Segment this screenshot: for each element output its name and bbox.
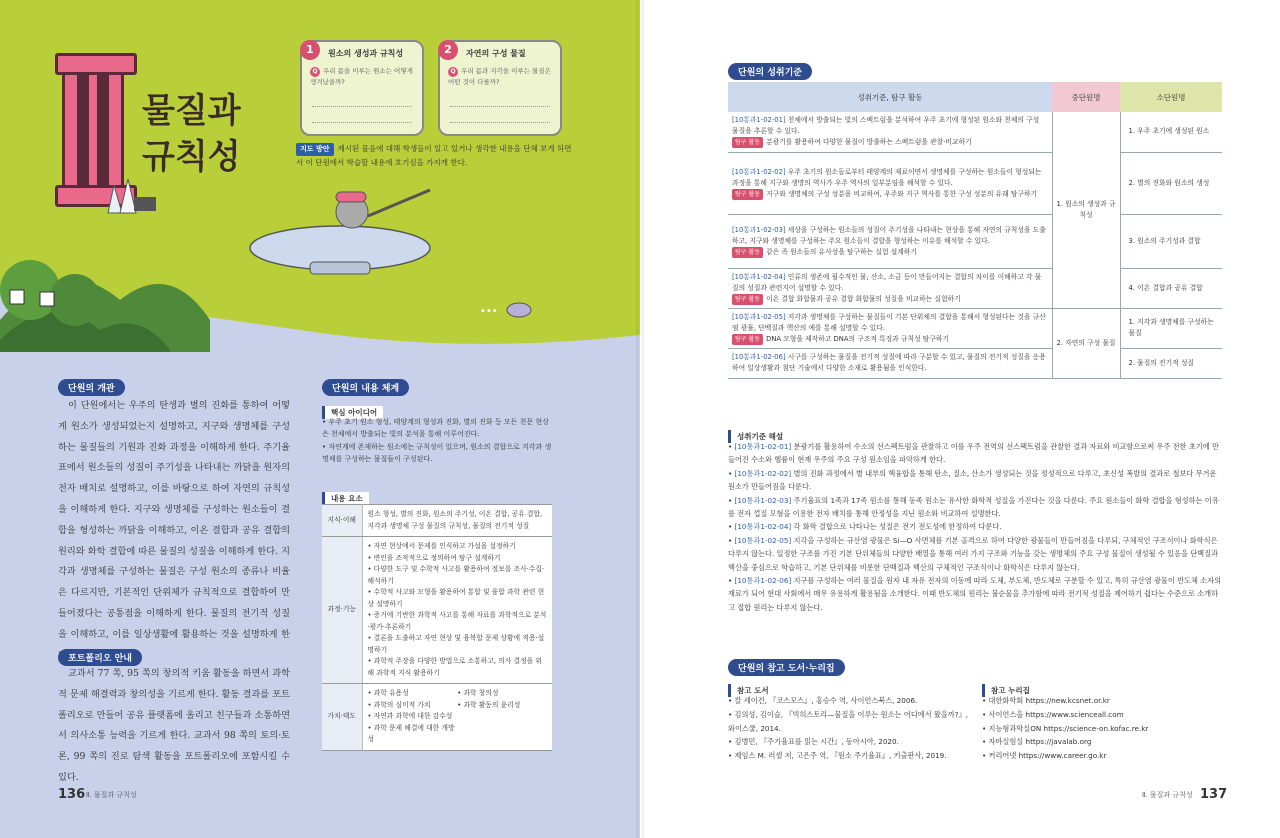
trees-illustration <box>0 230 110 330</box>
standard-code: [10통과1-02-01] <box>732 116 786 125</box>
table-row <box>728 214 1222 268</box>
small-unit-cell: 1. 우주 초기에 생성된 원소 <box>1120 112 1222 152</box>
explain-text: 각 화학 결합으로 나타나는 성질은 전기 전도성에 한정하여 다룬다. <box>793 522 1002 532</box>
table-row <box>728 348 1222 378</box>
table-row <box>728 268 1222 308</box>
value-cell <box>362 684 552 751</box>
value-item: • 과학 활동의 윤리성 <box>457 700 547 712</box>
dots-decoration: ••• <box>480 306 498 317</box>
standard-code: [10통과1-02-02] <box>734 468 792 478</box>
overview-heading: 단원의 개관 <box>58 376 125 396</box>
activity-tag: 탐구 활동 <box>732 334 763 345</box>
activity-text: 같은 족 원소들의 유사성을 탐구하는 실험 설계하기 <box>766 247 917 256</box>
question-text: Q 우리 몸과 지각을 이루는 물질은 어떤 것이 다를까? <box>448 67 551 86</box>
question-text: Q 우리 몸을 이루는 원소는 어떻게 생겨났을까? <box>310 67 413 86</box>
explain-item <box>728 574 1222 614</box>
guide-note: 지도 방안 제시된 물음에 대해 학생들이 일고 있거나 생각한 내용을 단체 보게 하면서 이 단원에서 학습할 내용에 호기심을 가지게 한다. <box>296 144 572 167</box>
portfolio-heading: 포트폴리오 안내 <box>58 646 142 666</box>
table-row <box>322 684 552 751</box>
site-item: • 사이언스올 https://www.scienceall.com <box>982 708 1222 722</box>
standard-cell <box>728 308 1052 348</box>
column-header: 중단원명 <box>1052 82 1120 112</box>
standard-text: 지각과 생명체를 구성하는 물질들이 기본 단위체의 결합을 통해서 형성된다는 것을 규산염 광물, 단백질과 핵산의 예를 통해 설명할 수 있다. <box>732 312 1046 332</box>
process-item: • 증거에 기반한 과학적 사고를 통해 자료를 과학적으로 분석·평가·추론하기 <box>368 610 548 633</box>
value-item: • 과학 유용성 <box>368 688 458 700</box>
standard-cell <box>728 152 1052 214</box>
q-icon: Q <box>310 67 320 77</box>
page-running-title: Ⅱ. 물질과 규칙성 <box>86 791 137 799</box>
books-heading: 참고 도서 <box>728 678 775 697</box>
process-item: • 과학적 주장을 다양한 방법으로 소통하고, 의사 결정을 위해 과학적 지식 활용하기 <box>368 656 548 679</box>
achievement-table <box>728 82 1222 379</box>
value-item: • 과학의 심미적 가치 <box>368 700 458 712</box>
page-number: 137 <box>1200 787 1228 802</box>
explain-item <box>728 440 1222 467</box>
value-item: • 자연과 과학에 대한 감수성 <box>368 711 458 723</box>
book-item: • 칼 세이건, 『코스모스』, 홍승수 역, 사이언스북스, 2006. <box>728 694 974 708</box>
process-item: • 자연 현상에서 문제를 인식하고 가설을 설정하기 <box>368 541 548 553</box>
standard-code: [10통과1-02-03] <box>734 495 792 505</box>
question-title: 원소의 생성과 규칙성 <box>328 49 404 58</box>
explain-text: 별의 진화 과정에서 별 내부의 핵융합을 통해 탄소, 질소, 산소가 생성되는 것을 정성적으로 다루고, 초신성 폭발의 결과로 철보다 무거운 원소가 만들어짐을 다룬다. <box>728 468 1217 492</box>
site-item: • 대한화학회 https://new.kcsnet.or.kr <box>982 694 1222 708</box>
question-title: 자연의 구성 물질 <box>466 49 526 58</box>
table-header-row <box>728 82 1222 112</box>
explain-text: 주기율표의 1족과 17족 원소를 통해 동족 원소는 유사한 화학적 성질을 가진다는 것을 다룬다. 주요 원소들이 화학 결합을 형성하는 이유를 전자 껍질 모형을 이용한 전자 배치를 통해 안정성을 지닌 원소와 비교하여 설명한다. <box>728 495 1219 519</box>
page-running-title: Ⅱ. 물질과 규칙성 <box>1142 791 1193 799</box>
overview-text: 이 단원에서는 우주의 탄생과 별의 진화를 통하여 어떻게 원소가 생성되었는지 설명하고, 지구와 생명체를 구성하는 물질들의 기원과 진화 과정을 이해하게 한다. 주기율표에서 원소들의 성질이 주기성을 나타내는 까닭을 원자의 전자 배치로 설명하고, 이를 바탕으로 하여 자연의 규칙성을 이해하게 한다. 지구와 생명체를 구성하는 원소들이 결합을 형성하는 까닭을 이해하고, 이온 결합과 공유 결합의 원리와 화학 결합에 따른 물질의 성질을 이해하게 한다. 지각과 생명체를 구성하는 물질은 구성 원소의 종류나 비율은 다르지만, 기본적인 단위체가 규칙적으로 결합하여 만들어졌다는 공통점을 이해하게 한다. 물질의 전기적 성질을 이해하고, 이를 일상생활에 활용하는 것을 설명하게 한 <box>58 400 290 640</box>
crystal-icon <box>100 175 160 215</box>
value-item: • 과학 창의성 <box>457 688 547 700</box>
question-number: 1 <box>300 40 320 60</box>
standard-text: 인류의 생존에 필수적인 물, 산소, 소금 등이 만들어지는 결합의 차이를 이해하고 각 물질의 성질과 관련지어 설명할 수 있다. <box>732 272 1042 292</box>
column-header: 소단원명 <box>1120 82 1222 112</box>
refs-heading: 단원의 참고 도서·누리집 <box>728 656 845 676</box>
question-box-2 <box>438 40 562 136</box>
standard-code: [10통과1-02-01] <box>734 442 792 451</box>
explain-item <box>728 467 1222 494</box>
standard-code: [10통과1-02-05] <box>732 312 786 321</box>
activity-text: 지구와 생명체의 구성 성분을 비교하여, 우주와 지구 역사를 통한 구성 성분의 유래 탐구하기 <box>766 189 1038 198</box>
sites-heading: 참고 누리집 <box>982 678 1036 697</box>
core-idea-list <box>322 416 554 466</box>
standard-code: [10통과1-02-05] <box>734 535 792 545</box>
explain-item <box>728 494 1222 521</box>
standard-text: 시구를 구성하는 물질을 전기적 성질에 따라 구분할 수 있고, 물질의 전기적 성질을 응용하여 일상생활과 첨단 기술에서 다양한 소재로 활용됨을 인식한다. <box>732 353 1046 372</box>
explain-item <box>728 534 1222 574</box>
standard-text: 세상을 구성하는 원소들의 성질이 주기성을 나타내는 현상을 통해 자연의 규칙성을 도출하고, 지구와 생명체를 구성하는 주요 원소들이 결합을 형성하는 이유를 해석할 수 있다. <box>732 225 1046 245</box>
standard-cell <box>728 214 1052 268</box>
small-unit-cell: 2. 물질의 전기적 성질 <box>1120 348 1222 378</box>
portfolio-text: 교과서 77 쪽, 95 쪽의 창의적 키움 활동을 하면서 과학적 문제 해결력과 창의성을 기르게 한다. 활동 결과를 포트폴리오로 만들어 공유 플랫폼에 올리고 친구들과 소통하면서 의사소통 능력을 기르게 한다. 교과서 98 쪽의 토의·토론, 99 쪽의 진로 탐색 활동을 포트폴리오에 포함시킬 수 있다. <box>58 668 290 783</box>
explain-text: 지각을 구성하는 규산염 광물은 Si—O 사면체를 기본 골격으로 하여 다양한 광물들이 만들어짐을 다루되, 구체적인 구조식이나 화학식은 다루지 않는다. 일정한 구조를 가진 기본 단위체들의 다양한 배열을 통해 여러 가지 구조와 기능을 갖는 생명체의 주요 구성 물질이 생성될 수 있음을 단백질과 핵산을 중심으로 학습하고, 기본 단위체를 비롯한 단백질과 핵산의 구체적인 구조식이나 화학식은 다루지 않는다. <box>728 535 1218 572</box>
explain-list <box>728 440 1222 614</box>
question-box-1 <box>300 40 424 136</box>
standard-code: [10통과1-02-06] <box>732 353 786 361</box>
mid-unit-cell: 2. 자연의 구성 물질 <box>1052 308 1120 378</box>
books-list <box>728 694 974 763</box>
site-item: • 지능형과학실ON https://science-on.kofac.re.kr <box>982 722 1222 736</box>
standard-code: [10통과1-02-04] <box>732 272 786 281</box>
explain-heading: 성취기준 해설 <box>728 424 789 443</box>
table-row <box>728 112 1222 152</box>
small-unit-cell: 4. 이온 결합과 공유 결합 <box>1120 268 1222 308</box>
page-number: 136 <box>58 787 86 802</box>
knowledge-label: 지식·이해 <box>322 505 362 537</box>
q-icon: Q <box>448 67 458 77</box>
book-item: • 제임스 M. 러셀 저, 고은주 역, 『원소 주기율표』, 키출판사, 2019. <box>728 749 974 763</box>
book-item: • 김의성, 김이슬, 『빅히스토리—물질을 이루는 원소는 어디에서 왔을까?』, 와이스쿨, 2014. <box>728 708 974 736</box>
explain-item <box>728 520 1222 533</box>
standard-code: [10통과1-02-03] <box>732 225 786 234</box>
standard-text: 천체에서 방출되는 빛의 스펙트럼을 분석하여 우주 초기에 형성된 원소와 천체의 구성 물질을 추론할 수 있다. <box>732 116 1040 136</box>
activity-text: 분광기를 활용하여 다양한 물질이 방출하는 스펙트럼을 관찰·비교하기 <box>766 138 972 147</box>
value-label: 가치·태도 <box>322 684 362 751</box>
mid-unit-cell: 1. 원소의 생성과 규칙성 <box>1052 112 1120 308</box>
process-item: • 결론을 도출하고 자연 현상 및 융복합 문제 상황에 적용·설명하기 <box>368 633 548 656</box>
achievement-heading: 단원의 성취기준 <box>728 60 812 80</box>
small-unit-cell: 1. 지각과 생명체를 구성하는 물질 <box>1120 308 1222 348</box>
table-row <box>322 505 552 537</box>
activity-text: 이온 결합 화합물과 공유 결합 화합물의 성질을 비교하는 실험하기 <box>766 294 961 303</box>
table-row <box>728 152 1222 214</box>
explain-text: 분광기를 활용하여 수소의 선스펙트럼을 관찰하고 이를 우주 전역의 선스펙트럼을 관찰한 결과 자료와 비교함으로써 우주 전한 초기에 만들어진 수소와 헬륨이 현재 우주의 주요 구성 원소임을 파악하게 한다. <box>728 442 1219 465</box>
activity-tag: 탐구 활동 <box>732 137 763 148</box>
core-idea-item: • 자연계에 존재하는 원소에는 규칙성이 있으며, 원소의 결합으로 지각과 생명체를 구성하는 물질들이 구성된다. <box>322 441 554 466</box>
core-idea-heading: 핵심 아이디어 <box>322 400 383 419</box>
unit-title: 물질과 규칙성 <box>142 91 241 177</box>
table-row <box>322 537 552 684</box>
question-number: 2 <box>438 40 458 60</box>
airship-illustration <box>240 180 460 290</box>
activity-text: DNA 모형을 제작하고 DNA의 구조적 특징과 규칙성 탐구하기 <box>766 334 950 343</box>
standard-cell <box>728 348 1052 378</box>
explain-text: 지구를 구성하는 여러 물질을 원자 내 자유 전자의 이동에 따라 도체, 부도체, 반도체로 구분할 수 있고, 특히 규산염 광물이 반도체 소자의 재료가 되어 현대 사회에서 매우 유용하게 활용됨을 소개한다. 이때 반도체의 원리는 불순물을 추가함에 따라 전기적 성질을 제어하기 쉽다는 수준으로 소개하고 접합 원리는 다루지 않는다. <box>728 576 1222 612</box>
process-item: • 다양한 도구 및 수학적 사고를 활용하여 정보를 조사·수집·해석하기 <box>368 564 548 587</box>
guide-tag: 지도 방안 <box>296 143 334 156</box>
table-row <box>728 308 1222 348</box>
standard-code: [10통과1-02-04] <box>734 522 792 532</box>
activity-tag: 탐구 활동 <box>732 294 763 305</box>
standard-code: [10통과1-02-06] <box>734 576 792 586</box>
small-unit-cell: 2. 별의 진화와 원소의 생성 <box>1120 152 1222 214</box>
small-unit-cell: 3. 원소의 주기성과 결합 <box>1120 214 1222 268</box>
standard-text: 우주 초기의 원소들로부터 태양계의 재료이면서 생명체를 구성하는 원소들이 형성되는 과정을 통해 지구와 생명의 역사가 우주 역사의 일부분임을 해석할 수 있다. <box>732 167 1042 187</box>
bird-icon <box>505 300 533 320</box>
content-elements-table <box>322 504 552 751</box>
standard-code: [10통과1-02-02] <box>732 167 786 176</box>
process-item: • 변인을 조작적으로 정의하여 탐구 설계하기 <box>368 553 548 565</box>
site-item: • 자바실험실 https://javalab.org <box>982 735 1222 749</box>
system-heading: 단원의 내용 체계 <box>322 376 409 396</box>
book-gutter <box>636 0 644 838</box>
content-elements-heading: 내용 요소 <box>322 486 369 505</box>
process-item: • 수학적 사고와 모형을 활용하여 통합 및 융합 과학 관련 현상 설명하기 <box>368 587 548 610</box>
activity-tag: 탐구 활동 <box>732 189 763 200</box>
standard-cell <box>728 268 1052 308</box>
column-header: 성취기준, 탐구 활동 <box>728 82 1052 112</box>
sites-list <box>982 694 1222 763</box>
site-item: • 커리어넷 https://www.career.go.kr <box>982 749 1222 763</box>
value-item: • 과학 문제 해결에 대한 개방성 <box>368 723 458 746</box>
core-idea-item: • 우주 초기 원소 형성, 태양계의 형성과 진화, 별의 진화 등 모든 천문 현상은 천체에서 방출되는 빛의 분석을 통해 이루어진다. <box>322 416 554 441</box>
book-item: • 김병민, 『주기율표를 읽는 시간』, 동아시아, 2020. <box>728 735 974 749</box>
standard-cell <box>728 112 1052 152</box>
process-cell <box>362 537 552 684</box>
activity-tag: 탐구 활동 <box>732 247 763 258</box>
knowledge-text: 원소 형성, 별의 진화, 원소의 주기성, 이온 결합, 공유 결합, 지각과 생명체 구성 물질의 규칙성, 물질의 전기적 성질 <box>362 505 552 537</box>
process-label: 과정·기능 <box>322 537 362 684</box>
